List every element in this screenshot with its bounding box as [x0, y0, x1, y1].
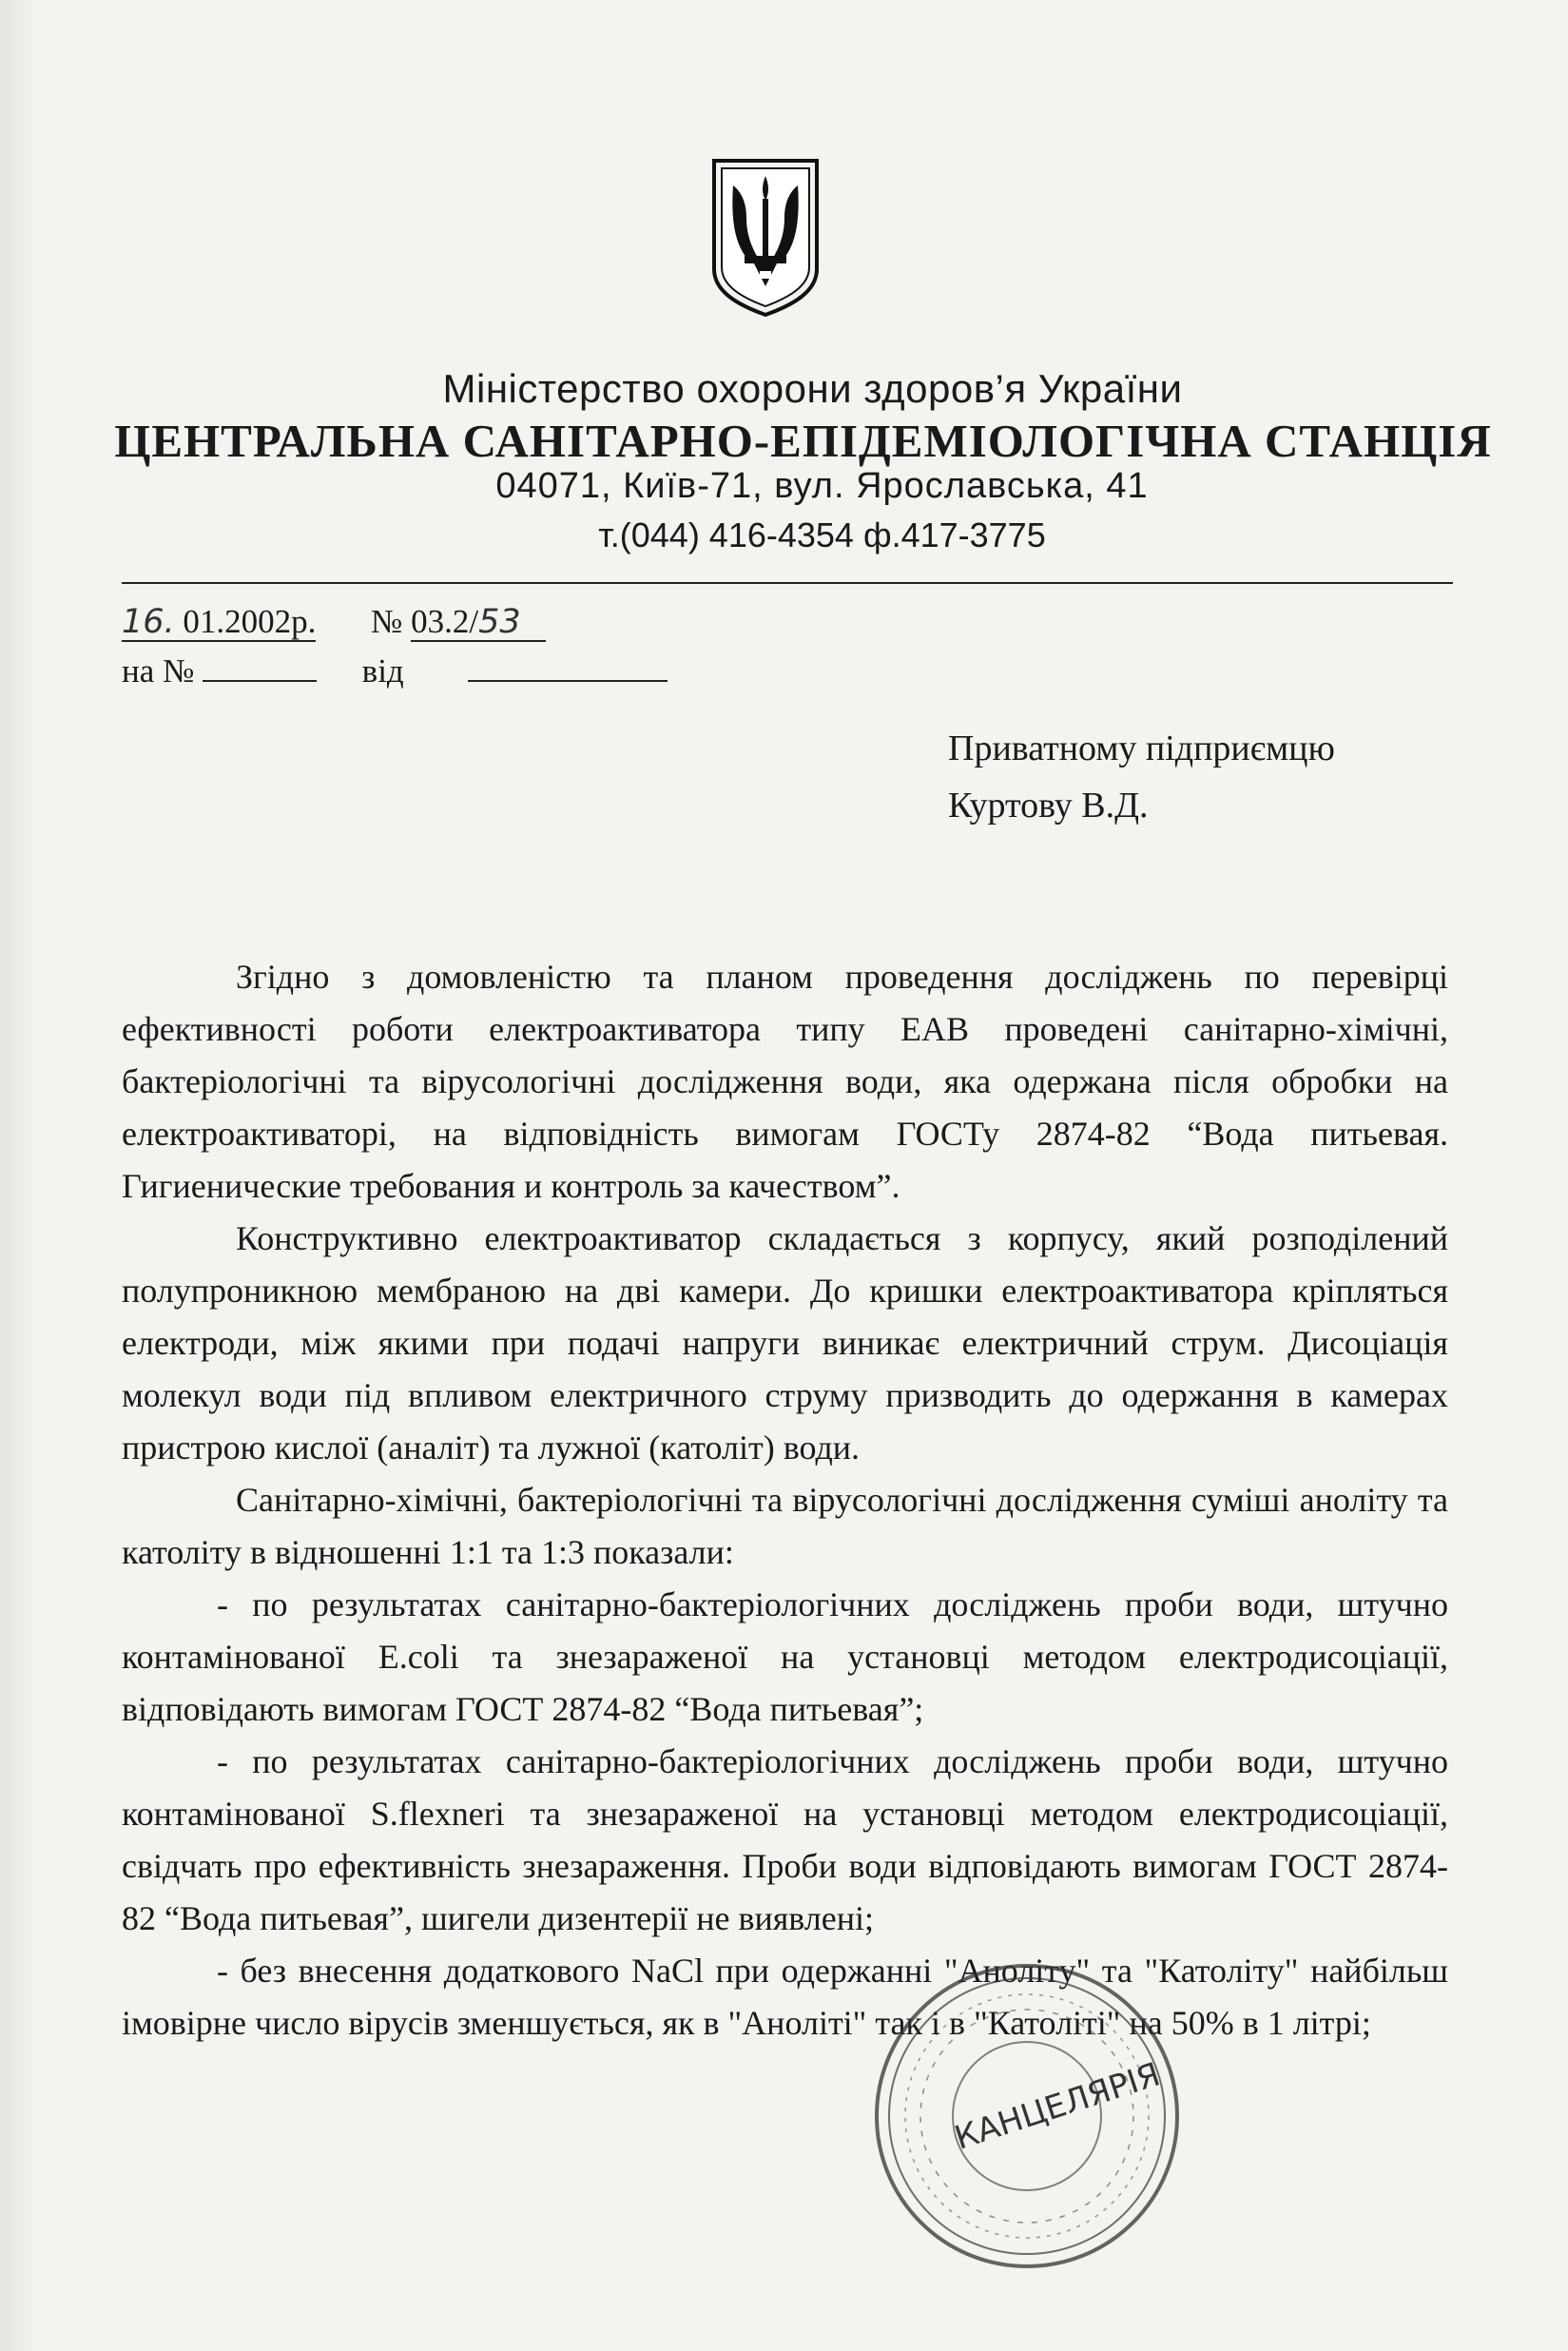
letter-body — [122, 951, 1448, 2050]
result-item-nacl: - без внесення додаткового NaCl при одержанні "Аноліту" та "Католіту" найбільш імовірне число вірусів зменшується, як в "Аноліті" так і в "Католіті" на 50% в 1 літрі; — [122, 1952, 1448, 2042]
addressee-title: Приватному підприємцю — [948, 729, 1335, 768]
document-date — [122, 603, 316, 642]
paragraph-results-intro: Санітарно-хімічні, бактеріологічні та вірусологічні дослідження суміші аноліту та католіту в відношенні 1:1 та 1:3 показали: — [122, 1481, 1448, 1571]
outgoing-reference — [122, 603, 546, 641]
reply-from-label: від — [361, 652, 404, 690]
reply-number-label: на № — [122, 652, 195, 690]
date-printed: 01.2002р. — [174, 603, 317, 640]
paragraph-construction: Конструктивно електроактиватор складається з корпусу, який розподілений полупроникною мембраною на дві камери. До кришки електроактиватора кріпляться електроди, між якими при подачі напруги виникає електричний струм. Дисоціація молекул води під впливом електричного струму призводить до одержання в камерах пристрою кислої (аналіт) та лужної (католіт) води. — [122, 1219, 1448, 1467]
document-number — [411, 603, 546, 642]
scan-edge-shadow — [0, 0, 38, 2351]
station-name: ЦЕНТРАЛЬНА САНІТАРНО-ЕПІДЕМІОЛОГІЧНА СТАНЦІЯ — [114, 415, 1492, 467]
stamp-center-text: КАНЦЕЛЯРІЯ — [950, 2055, 1165, 2158]
number-label: № — [370, 603, 403, 640]
phone-fax: т.(044) 416-4354 ф.417-3775 — [598, 515, 1046, 554]
handwritten-day: 16. — [122, 603, 175, 641]
postal-address: 04071, Київ-71, вул. Ярославська, 41 — [495, 466, 1149, 506]
handwritten-number: 53 — [478, 603, 521, 641]
header-divider — [122, 582, 1453, 584]
reply-date-blank — [468, 651, 668, 682]
result-item-sflexneri: - по результатах санітарно-бактеріологічних досліджень проби води, штучно контамінованої S.flexneri та знезараженої на установці методом електродисоціації, свідчать про ефективність знезараження. Проби води відповідають вимогам ГОСТ 2874-82 “Вода питьевая”, шигели дизентерії не виявлені; — [122, 1742, 1448, 1937]
result-item-ecoli: - по результатах санітарно-бактеріологічних досліджень проби води, штучно контамінованої E.coli та знезараженої на установці методом електродисоціації, відповідають вимогам ГОСТ 2874-82 “Вода питьевая”; — [122, 1585, 1448, 1728]
number-prefix: 03.2/ — [411, 603, 479, 640]
incoming-reference — [122, 651, 668, 690]
ministry-name: Міністерство охорони здоров’я України — [442, 366, 1183, 411]
addressee-name: Куртову В.Д. — [948, 786, 1149, 826]
reply-number-blank — [203, 651, 317, 682]
coat-of-arms-icon — [708, 157, 823, 319]
paragraph-intro: Згідно з домовленістю та планом проведення досліджень по перевірці ефективності роботи електроактиватора типу ЕАВ проведені санітарно-хімічні, бактеріологічні та вірусологічні дослідження води, яка одержана після обробки на електроактиваторі, на відповідність вимогам ГОСТу 2874-82 “Вода питьевая. Гигиенические требования и контроль за качеством”. — [122, 958, 1448, 1205]
